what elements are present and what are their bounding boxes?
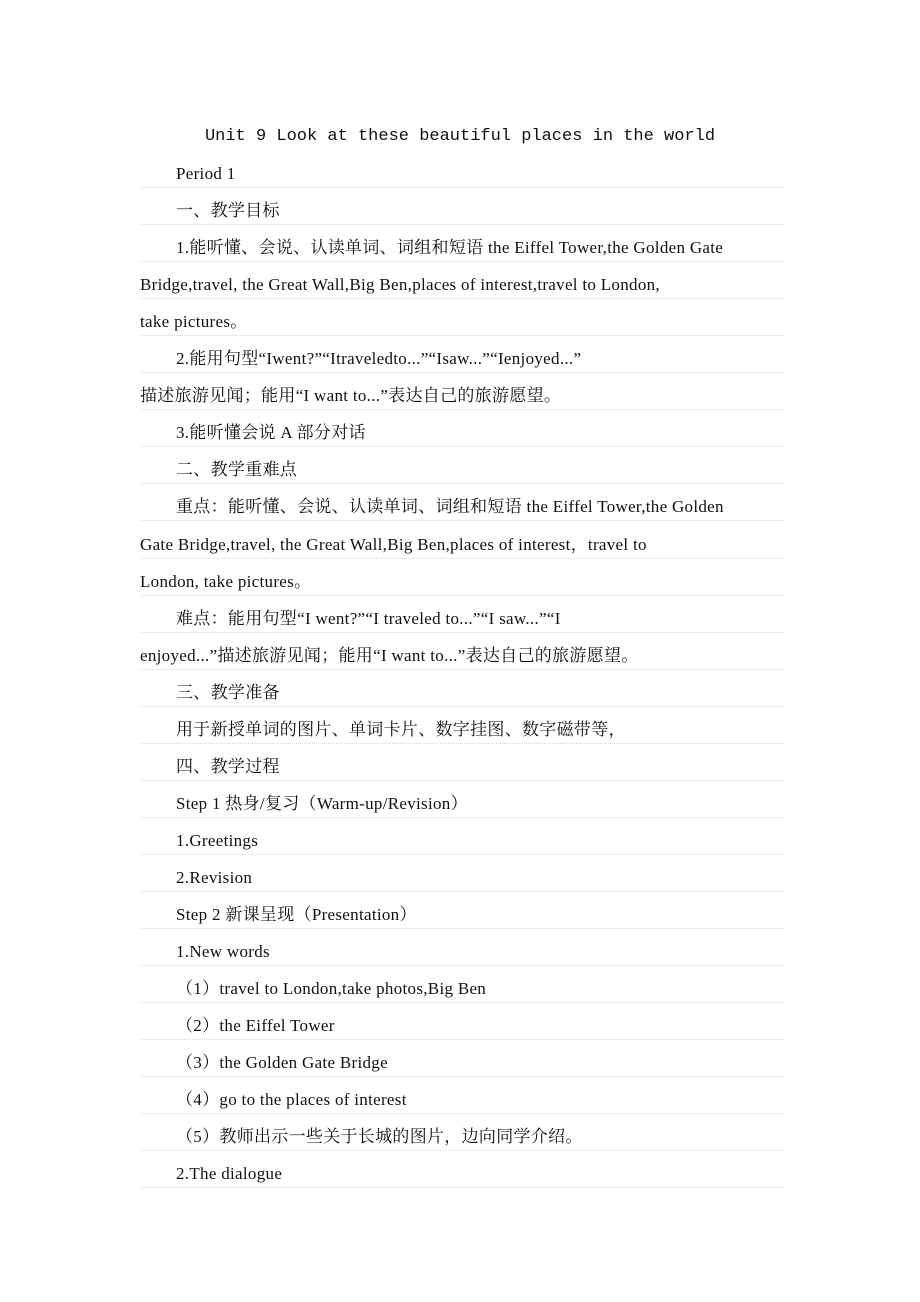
text-line: Period 1 [176,164,236,183]
text-line: Step 2 新课呈现（Presentation） [176,905,417,924]
dotted-rule [140,669,783,670]
dotted-rule [140,558,783,559]
text-line: 2.The dialogue [176,1164,283,1184]
dotted-rule [140,520,783,521]
dotted-rule [140,409,783,410]
dotted-rule [140,1039,783,1040]
dotted-rule [140,187,783,188]
text-line: （4）go to the places of interest [176,1090,407,1110]
text-line: （2）the Eiffel Tower [176,1016,335,1036]
text-line: take pictures。 [140,312,248,332]
text-line: 一、教学目标 [176,201,280,221]
document-title: Unit 9 Look at these beautiful places in the world [204,127,716,146]
dotted-rule [140,780,783,781]
text-line: Step 1 热身/复习（Warm-up/Revision） [176,793,468,813]
text-line: 2.能用句型“Iwent?”“Itraveledto...”“Isaw...”“Ienjoyed...” [176,349,582,369]
dotted-rule [140,854,783,855]
text-line: enjoyed...”描述旅游见闻；能用“I want to...”表达自己的旅游愿望。 [140,645,639,665]
text-line: 1.New words [176,942,270,962]
dotted-rule [140,632,783,633]
dotted-rule [140,483,783,484]
dotted-rule [140,706,783,707]
text-line: 描述旅游见闻；能用“I want to...”表达自己的旅游愿望。 [140,386,562,406]
dotted-rule [140,743,783,744]
text-line: 2.Revision [176,867,253,887]
text-line: 二、教学重难点 [176,460,298,480]
dotted-rule [140,1002,783,1003]
dotted-rule [140,446,783,447]
text-line: 四、教学过程 [176,756,280,776]
text-line: 1.Greetings [176,830,259,850]
text-line: Gate Bridge,travel, the Great Wall,Big Ben,places of interest，travel to [140,534,647,554]
text-line: 重点：能听懂、会说、认读单词、词组和短语 the Eiffel Tower,the Golden [176,497,724,517]
dotted-rule [140,335,783,336]
dotted-rule [140,1150,783,1151]
text-line: London, take pictures。 [140,571,312,591]
dotted-rule [140,1187,783,1188]
text-line: （3）the Golden Gate Bridge [176,1053,388,1073]
dotted-rule [140,928,783,929]
dotted-rule [140,595,783,596]
dotted-rule [140,261,783,262]
text-line: Bridge,travel, the Great Wall,Big Ben,places of interest,travel to London, [140,275,660,295]
dotted-rule [140,1076,783,1077]
text-line: 1.能听懂、会说、认读单词、词组和短语 the Eiffel Tower,the Golden Gate [176,238,724,258]
text-line: 3.能听懂会说 A 部分对话 [176,423,366,443]
dotted-rule [140,224,783,225]
text-line: 用于新授单词的图片、单词卡片、数字挂图、数字磁带等， [176,719,626,739]
dotted-rule [140,298,783,299]
dotted-rule [140,965,783,966]
dotted-rule [140,372,783,373]
text-line: （5）教师出示一些关于长城的图片，边向同学介绍。 [176,1127,583,1147]
dotted-rule [140,817,783,818]
dotted-rule [140,891,783,892]
text-line: 三、教学准备 [176,682,280,702]
text-line: 难点：能用句型“I went?”“I traveled to...”“I saw...”“I [176,608,561,628]
text-line: （1）travel to London,take photos,Big Ben [176,979,487,999]
dotted-rule [140,1113,783,1114]
